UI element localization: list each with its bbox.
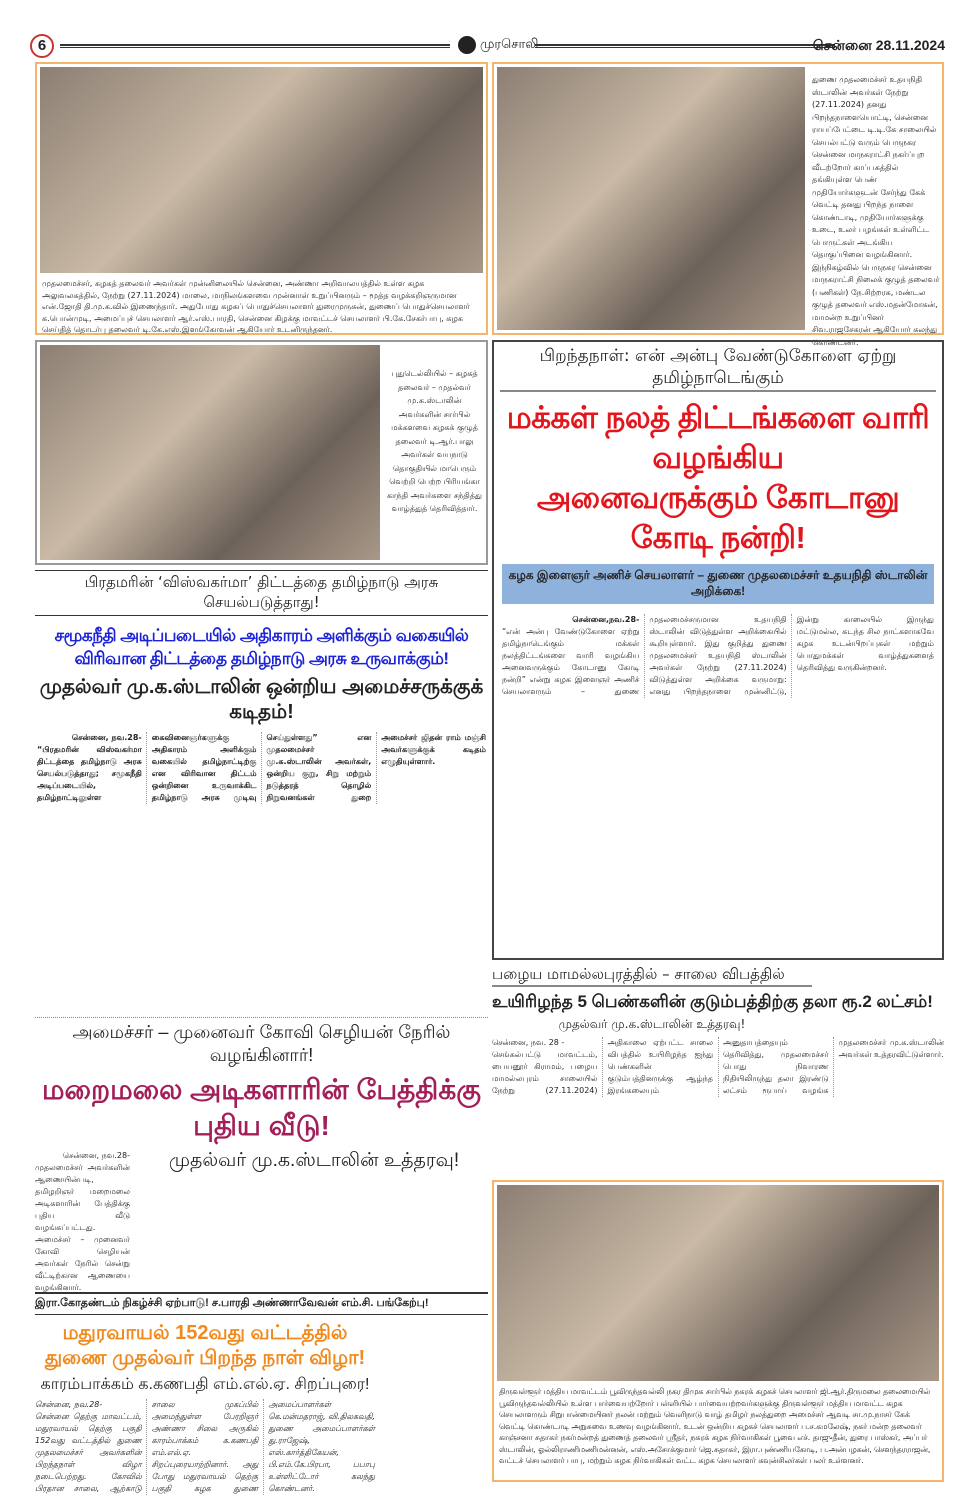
masthead — [458, 36, 539, 54]
article-accident — [492, 965, 944, 1177]
issue-date: சென்னை 28.11.2024 — [812, 37, 945, 53]
photo-caption: புதுடெல்லியில் – கழகத் தலைவர் – முதல்வர் மு.க.ஸ்டாலின் அவர்களின் சார்பில் மக்களவை கழகக் குழுத் தலைவர் டி.ஆர்.பாலு அவர்கள் வயநாடு தொகுதியில் மாபெரும் வெற்றி பெற்ற பிரியங்கா காந்தி அவர்களை சந்தித்து வாழ்த்துத் தெரிவித்தார். — [387, 369, 482, 513]
elderly-home-photo — [497, 67, 805, 330]
article-kicker: பழைய மாமல்லபுரத்தில் – சாலை விபத்தில் — [492, 965, 812, 987]
page-number: 6 — [30, 34, 54, 58]
dateline: சென்னை, நவ.28- — [71, 733, 142, 742]
photo-caption: திருவள்ளூர் மத்திய மாவட்டம் பூவிருந்தவல்லி நகர திமுக சார்பில் நகரக் கழகச் செயலாளர் ஜி.ஆர்.திருமலை தலைமையில் பூவிருந்தவல்லியில் உள்ள பார்வையற்றோர் பள்ளியில் பார்வையற்றவர்களுக்கு திருவள்ளூர் மத்திய மாவட்ட கழக செயலாளரும் சிறுபான்மையினர் நலன் மற்றும் வெளிநாடு வாழ் தமிழர் நலத்துறை அமைச்சர் ஆவடி சா.மு.நாசர் கேக் வெட்டி கொண்டாடி அறுசுவை உணவு வழங்கினார். உடன் ஒன்றிய கழகச் செயலாளர் ப.ச.கமலேஷ், நகர் மன்ற தலைவர் காஞ்சனா சுதாகர் நகர்மன்றத் துணைத் தலைவர் ஸ்ரீதர், நகரக் கழக நிர்வாகிகள் பூவை எச். தாஜுதீன், துரை பாஸ்கர், அப்பர் ஸ்டாலின், ஓல்லிராணிமணிமன்னன், எஸ்.அசோக்குமார் ஜெ.சுதாகர், இரா.புண்ணியகோடி, ப.அன்பழகன், சௌந்தரராஜன், வட்டச் செயலாளர் பாபு, மற்றும் கழக நிர்வாகிகள் வட்ட கழக செயலாளர் கவுன்சிலர்கள் பலர் உள்ளனர். — [499, 1387, 931, 1465]
article-subhead: முதல்வர் மு.க.ஸ்டாலின் ஒன்றிய அமைச்சருக்குக் கடிதம்! — [39, 676, 484, 723]
photo-story-birthday — [492, 62, 944, 347]
body-text: முதலமைச்சர் அவர்களின் ஆணையின்படி, தமிழறிஞர் மறைமலை அடிகளாரின் பேத்திக்கு புதிய வீடு வழங்கப்பட்டது. அமைச்சர் – முனைவர் கோவி செழியன் அவர்கள் நேரில் சென்று வீட்டிற்கான ஆணையை வழங்கினார். — [35, 1163, 130, 1292]
article-kicker: பிரதமரின் ‘விஸ்வகர்மா’ திட்டத்தை தமிழ்நாடு அரசு செயல்படுத்தாது! — [35, 570, 488, 616]
article-subhead: முதல்வர் மு.க.ஸ்டாலின் உத்தரவு! — [558, 1017, 746, 1031]
photo-caption: துணை முதலமைச்சர் உதயநிதி ஸ்டாலின் அவர்கள் நேற்று (27.11.2024) தனது பிறந்தநாளையொட்டி, சென்னை ராயப்பேட்டை டி.டி.கே சாலையில் செயல்பட்டு வரும் பெருநகர சென்னை மாநகராட்சி நகர்ப்புற வீடற்றோர் காப்பகத்தில் தங்கியுள்ள பெண் முதியோர்களுடன் சேர்ந்து கேக் வெட்டி தனது பிறந்த நாளை கொண்டாடி, முதியோர்களுக்கு உடை, உலர் பழங்கள் உள்ளிட்ட பொருட்கள் அடங்கிய தொகுப்பினை வழங்கினார். இந்நிகழ்வில் பெருநகர சென்னை மாநகராட்சி நிலைக் குழுத் தலைவர் (பணிகள்) நே.சிற்றரசு, மண்டல குழுத் தலைவர் எஸ்.மதன்மோகன், மாமன்ற உறுப்பினர் சிவ.ராஜசேகரன் ஆகியோர் கலந்து கொண்டனர். — [812, 75, 940, 347]
body-text: செங்கல்பட்டு மாவட்டம், பையனூர் கிராமம், பழைய மாமல்லபுரம் சாலையில் நேற்று (27.11.2024) அதிகாலை ஏற்பட்ட சாலை விபத்தில் உயிரிழந்த ஐந்து பெண்களின் குடும்பத்தினருக்கு ஆழ்ந்த இரங்கலையும் அனுதாபத்தையும் தெரிவித்து, முதலமைச்சர் பொது நிவாரண நிதியிலிருந்து தலா இரண்டு லட்சம் ரூபாய் வழங்க முதலமைச்சர் மு.க.ஸ்டாலின் அவர்கள் உத்தரவிட்டுள்ளார். — [492, 1038, 944, 1095]
body-text: சென்னை தெற்கு மாவட்டம், மதுரவாயல் தெற்கு பகுதி 152வது வட்டத்தில் துணை முதலமைச்சர் அவர்களின் பிறந்தநாள் விழா நடைபெற்றது. கோவில் பிரதான சாலை, ஆற்காடு சாலை முகப்பில் அமைந்துள்ள பேரறிஞர் அண்ணா சிலை அருகில் காரம்பாக்கம் க.கணபதி எம்.எல்.ஏ. சிறப்புரையாற்றினார். அது போது மதுரவாயல் தெற்கு பகுதி கழக துணை அமைப்பாளர்கள் கெ.மன்மதராஜ், வி.திலகவதி, துணை அமைப்பாளர்கள் து.ராஜேஷ், எஸ்.கார்த்திகேயன், பி.எம்.கே.பிரபா, பபாபு உள்ளிட்டோர் கலந்து கொண்டனர். — [35, 1400, 375, 1493]
body-text: “பிரதமரின் விஸ்வகர்மா திட்டத்தை தமிழ்நாடு அரசு செயல்படுத்தாது; சமூகநீதி அடிப்படையில், தமிழ்நாட்டிலுள்ள கைவினைஞர்களுக்கு அதிகாரம் அளிக்கும் வகையில் தமிழ்நாட்டிற்கு என விரிவான திட்டம் ஒன்றினை உருவாக்கிட தமிழ்நாடு அரசு முடிவு செய்துள்ளது” என முதலமைச்சர் மு.க.ஸ்டாலின் அவர்கள், ஒன்றிய குறு, சிறு மற்றும் நடுத்தரத் தொழில் நிறுவனங்கள் துறை அமைச்சர் ஜிதன் ராம் மஞ்சி அவர்களுக்குக் கடிதம் எழுதியுள்ளார். — [37, 733, 486, 802]
article-subhead: முதல்வர் மு.க.ஸ்டாலின் உத்தரவு! — [168, 1150, 460, 1171]
article-headline: உயிரிழந்த 5 பெண்களின் குடும்பத்திற்கு தலா ரூ.2 லட்சம்! — [492, 992, 933, 1011]
dateline: சென்னை, நவ.28- — [35, 1400, 103, 1409]
article-headline: சமூகநீதி அடிப்படையில் அதிகாரம் அளிக்கும் வகையில் விரிவான திட்டத்தை தமிழ்நாடு அரசு உருவாக்கும்! — [54, 626, 469, 668]
article-headline: மறைமலை அடிகளாரின் பேத்திக்கு புதிய வீடு! — [42, 1074, 481, 1141]
paper-name: முரசொலி — [480, 37, 539, 52]
article-body — [494, 610, 942, 702]
article-kicker: இரா.கோதண்டம் நிகழ்ச்சி ஏற்பாடு! ச.பாரதி அண்ணாவேவன் எம்.சி. பங்கேற்பு! — [35, 1294, 488, 1315]
dateline: சென்னை, நவ. 28 - — [492, 1038, 565, 1047]
event-photo — [497, 1185, 939, 1381]
dateline: சென்னை, நவ.28- — [62, 1151, 130, 1160]
group-photo — [40, 67, 483, 273]
article-vishwakarma — [35, 570, 488, 1018]
article-kicker: அமைச்சர் – முனைவர் கோவி செழியன் நேரில் வழங்கினார்! — [72, 1022, 451, 1065]
article-subhead: கழக இளைஞர் அணிச் செயலாளர் – துணை முதலமைச்சர் உதயநிதி ஸ்டாலின் அறிக்கை! — [502, 564, 934, 604]
article-maduravoyal — [35, 1292, 488, 1493]
article-headline: மக்கள் நலத் திட்டங்களை வாரி வழங்கிய — [506, 400, 930, 475]
article-headline: அனைவருக்கும் கோடானு கோடி நன்றி! — [536, 480, 900, 555]
article-maraimalai — [35, 1022, 488, 1292]
article-headline: மதுரவாயல் 152வது வட்டத்தில் துணை முதல்வர் பிறந்த நாள் விழா! — [44, 1322, 366, 1369]
photo-story-poonamallee — [492, 1180, 944, 1482]
photo-story-joining — [35, 62, 488, 335]
header-rule — [60, 44, 450, 48]
article-body — [35, 726, 488, 810]
article-kicker: பிறந்தநாள்: என் அன்பு வேண்டுகோளை ஏற்று தமிழ்நாடெங்கும் — [500, 346, 936, 392]
dateline: சென்னை,நவ.28- — [572, 615, 640, 624]
body-text: “என் அன்பு வேண்டுகோளை ஏற்று தமிழ்நாடெங்கும் மக்கள் நலத்திட்டங்களை வாரி வழங்கிய அனைவருக்கும் கோடானு கோடி நன்றி” என்று கழக இளைஞர் அணிச் செயலாளரும் – துணை முதலமைச்சருமான உதயநிதி ஸ்டாலின் விடுத்துள்ள அறிக்கையில் கூறியுள்ளார். இது குறித்து துணை முதலமைச்சர் உதயநிதி ஸ்டாலின் அவர்கள் நேற்று (27.11.2024) விடுத்துள்ள அறிக்கை வருமாறு: எனது பிறந்தநாளை முன்னிட்டு, இன்று காலையில் இருந்து மட்டுமல்ல, கடந்த சில நாட்களாகவே கழக உடன்பிறப்புகள் மற்றும் பொதுமக்கள் வாழ்த்துகளைத் தெரிவித்து வருகின்றனர். — [502, 615, 934, 696]
photo-caption: முதலமைச்சர், கழகத் தலைவர் அவர்கள் முன்னிலையில் சென்னை, அண்ணா அறிவாலயத்தில் உள்ள கழக அலுவலகத்தில், நேற்று (27.11.2024) மாலை, மாநிலங்களவை முன்னாள் உறுப்பினரும் – மூத்த வழக்கறிஞருமான என்.ஜோதி தி.மு.க.வில் இணைந்தார். அதுபோது கழகப் பொதுச்செயலாளர் துரைமுருகன், துணைப் பொதுச்செயலாளர் க.பொன்முடி, அமைப்புச் செயலாளர் ஆர்.எஸ்.பாரதி, சென்னை கிழக்கு மாவட்டச் செயலாளர் பி.கே.சேகர்பாபு, கழக செய்தித் தொடர்பு தலைவர் டி.கே.எஸ்.இளங்கோவன் ஆகியோர் உடனிருந்தனர். — [42, 279, 470, 334]
page-header — [30, 34, 945, 58]
meeting-photo — [40, 345, 380, 560]
article-subhead: காரம்பாக்கம் க.கணபதி எம்.எல்.ஏ. சிறப்புரை! — [40, 1376, 370, 1393]
photo-story-priyanka — [35, 340, 488, 565]
article-body — [35, 1399, 375, 1495]
article-body — [492, 1037, 944, 1097]
header-rule — [535, 44, 835, 48]
article-thanks — [492, 340, 944, 960]
drum-logo-icon — [458, 36, 476, 54]
article-lead — [35, 1150, 130, 1294]
